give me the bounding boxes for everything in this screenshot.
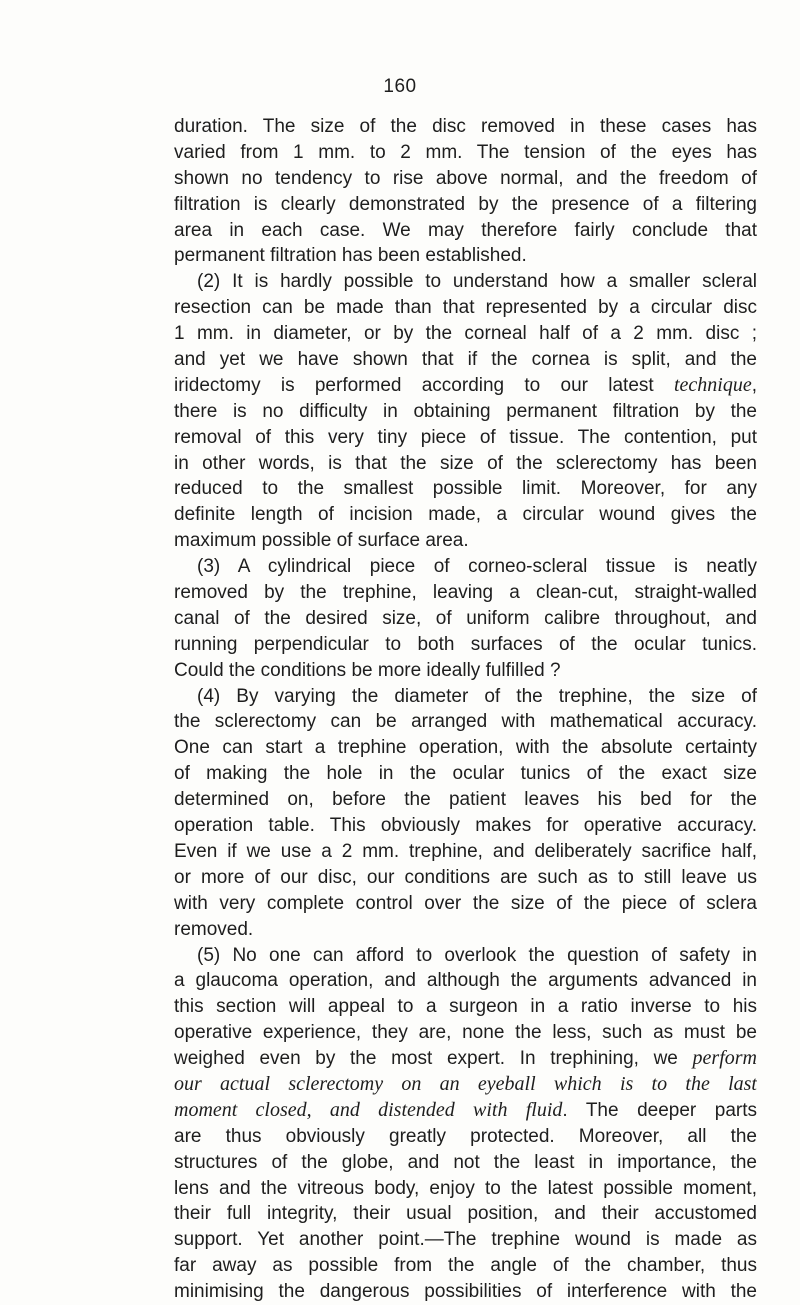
text-line: and yet we have shown that if the cornea is split, and the <box>174 349 757 371</box>
text-line: determined on, before the patient leaves his bed for the <box>174 789 757 811</box>
text-line: (5) No one can afford to overlook the question of safety in <box>197 944 757 966</box>
text-line: definite length of incision made, a circular wound gives the <box>174 504 757 526</box>
italic-text: technique <box>673 373 752 396</box>
text-line: weighed even by the most expert. In trephining, we perform <box>174 1047 757 1070</box>
text-line: permanent filtration has been established. <box>174 245 527 267</box>
text-line: (2) It is hardly possible to understand how a smaller scleral <box>197 271 757 293</box>
text-line: operation table. This obviously makes for operative accuracy. <box>174 815 757 837</box>
text-line: removed by the trephine, leaving a clean-cut, straight-walled <box>174 582 757 604</box>
text-line: moment closed, and distended with fluid. The deeper parts <box>174 1098 757 1121</box>
text-line: (3) A cylindrical piece of corneo-scleral tissue is neatly <box>197 556 757 578</box>
text-line: a glaucoma operation, and although the arguments advanced in <box>174 970 757 992</box>
text-line <box>174 1072 757 1098</box>
text-line: removed. <box>174 918 254 940</box>
italic-text: perform <box>692 1047 757 1070</box>
text-line: far away as possible from the angle of the chamber, thus <box>174 1255 757 1277</box>
text-line: duration. The size of the disc removed in these cases has <box>174 116 757 137</box>
text-line: support. Yet another point.—The trephine wound is made as <box>174 1229 757 1251</box>
text-line: lens and the vitreous body, enjoy to the latest possible moment, <box>174 1177 757 1199</box>
italic-text: moment closed, and distended with fluid <box>174 1098 563 1121</box>
text-line: canal of the desired size, of uniform calibre throughout, and <box>174 607 757 629</box>
text-line: Could the conditions be more ideally fulfilled ? <box>174 659 561 681</box>
text-line: resection can be made than that represented by a circular disc <box>174 297 757 319</box>
text-line: minimising the dangerous possibilities of interference with the <box>174 1281 757 1303</box>
text-line: Even if we use a 2 mm. trephine, and deliberately sacrifice half, <box>174 840 757 862</box>
text-line: (4) By varying the diameter of the trephine, the size of <box>197 685 757 707</box>
text-line: there is no difficulty in obtaining permanent filtration by the <box>174 400 757 422</box>
text-line: running perpendicular to both surfaces of the ocular tunics. <box>174 633 757 655</box>
text-line: their full integrity, their usual position, and their accustomed <box>174 1203 757 1225</box>
text-line: varied from 1 mm. to 2 mm. The tension of the eyes has <box>174 141 757 163</box>
text-line: filtration is clearly demonstrated by the presence of a filtering <box>174 193 757 215</box>
text-line: 1 mm. in diameter, or by the corneal half of a 2 mm. disc ; <box>174 323 757 345</box>
text-line: iridectomy is performed according to our latest technique, <box>174 373 757 396</box>
text-line: operative experience, they are, none the less, such as must be <box>174 1022 757 1044</box>
text-line: One can start a trephine operation, with the absolute certainty <box>174 737 757 759</box>
text-line: area in each case. We may therefore fairly conclude that <box>174 219 757 241</box>
text-line: with very complete control over the size of the piece of sclera <box>174 892 757 914</box>
text-line: reduced to the smallest possible limit. Moreover, for any <box>174 478 757 500</box>
text-line: this section will appeal to a surgeon in a ratio inverse to his <box>174 996 757 1018</box>
text-line: structures of the globe, and not the least in importance, the <box>174 1151 757 1173</box>
text-line: of making the hole in the ocular tunics of the exact size <box>174 763 757 785</box>
text-line: removal of this very tiny piece of tissue. The contention, put <box>174 426 757 448</box>
body-text <box>174 114 757 1305</box>
italic-text: our actual sclerectomy on an eyeball which is to the last <box>174 1072 757 1095</box>
text-line: in other words, is that the size of the sclerectomy has been <box>174 452 757 474</box>
text-line: are thus obviously greatly protected. Moreover, all the <box>174 1125 757 1147</box>
text-line: or more of our disc, our conditions are such as to still leave us <box>174 866 757 888</box>
text-line: shown no tendency to rise above normal, and the freedom of <box>174 167 757 189</box>
text-line: maximum possible of surface area. <box>174 530 469 552</box>
text-line: the sclerectomy can be arranged with mathematical accuracy. <box>174 711 757 733</box>
page-number: 160 <box>383 76 417 97</box>
